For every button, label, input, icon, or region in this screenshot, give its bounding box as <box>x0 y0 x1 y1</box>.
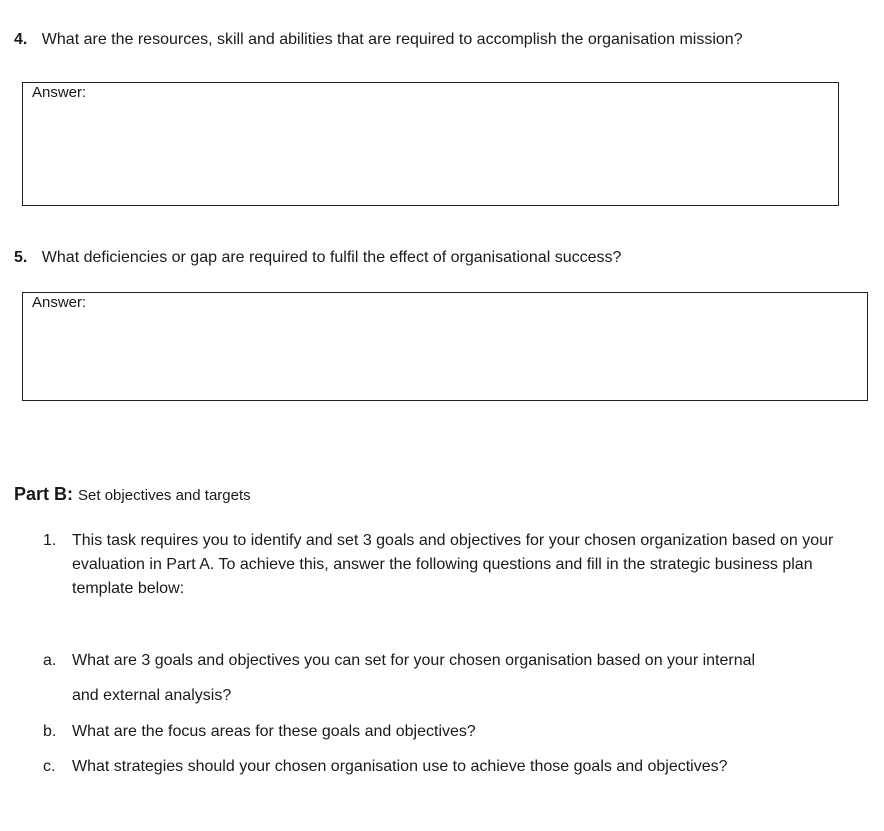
answer-label: Answer: <box>32 84 87 101</box>
task-1-number: 1. <box>43 532 57 549</box>
answer-box-q4[interactable] <box>22 82 839 206</box>
answer-label: Answer: <box>32 294 87 311</box>
question-5-text: What deficiencies or gap are required to fulfil the effect of organisational success? <box>41 249 622 266</box>
answer-box-q5[interactable] <box>22 292 868 401</box>
sub-item-c-marker: c. <box>43 758 56 775</box>
sub-item-a-marker: a. <box>43 652 57 669</box>
sub-item-c-text: What strategies should your chosen organisation use to achieve those goals and objectives? <box>72 758 728 775</box>
question-5-number: 5. <box>14 249 28 266</box>
part-b-title-bold: Part B: <box>14 484 74 504</box>
sub-item-b-marker: b. <box>43 723 57 740</box>
question-4 <box>14 30 743 50</box>
task-1-text: This task requires you to identify and set 3 goals and objectives for your chosen organization based on your evaluation in Part A. To achieve this, answer the following questions and fill in the strategic business plan template below: <box>72 532 834 597</box>
sub-item-b-text: What are the focus areas for these goals and objectives? <box>72 723 476 740</box>
sub-item-a-line2: and external analysis? <box>72 687 232 704</box>
part-b-heading <box>14 483 251 507</box>
question-4-text: What are the resources, skill and abilities that are required to accomplish the organisation mission? <box>41 31 743 48</box>
sub-item-a-line1: What are 3 goals and objectives you can set for your chosen organisation based on your internal <box>72 652 756 669</box>
part-b-title-rest: Set objectives and targets <box>78 487 251 504</box>
question-5 <box>14 248 621 268</box>
question-4-number: 4. <box>14 31 28 48</box>
